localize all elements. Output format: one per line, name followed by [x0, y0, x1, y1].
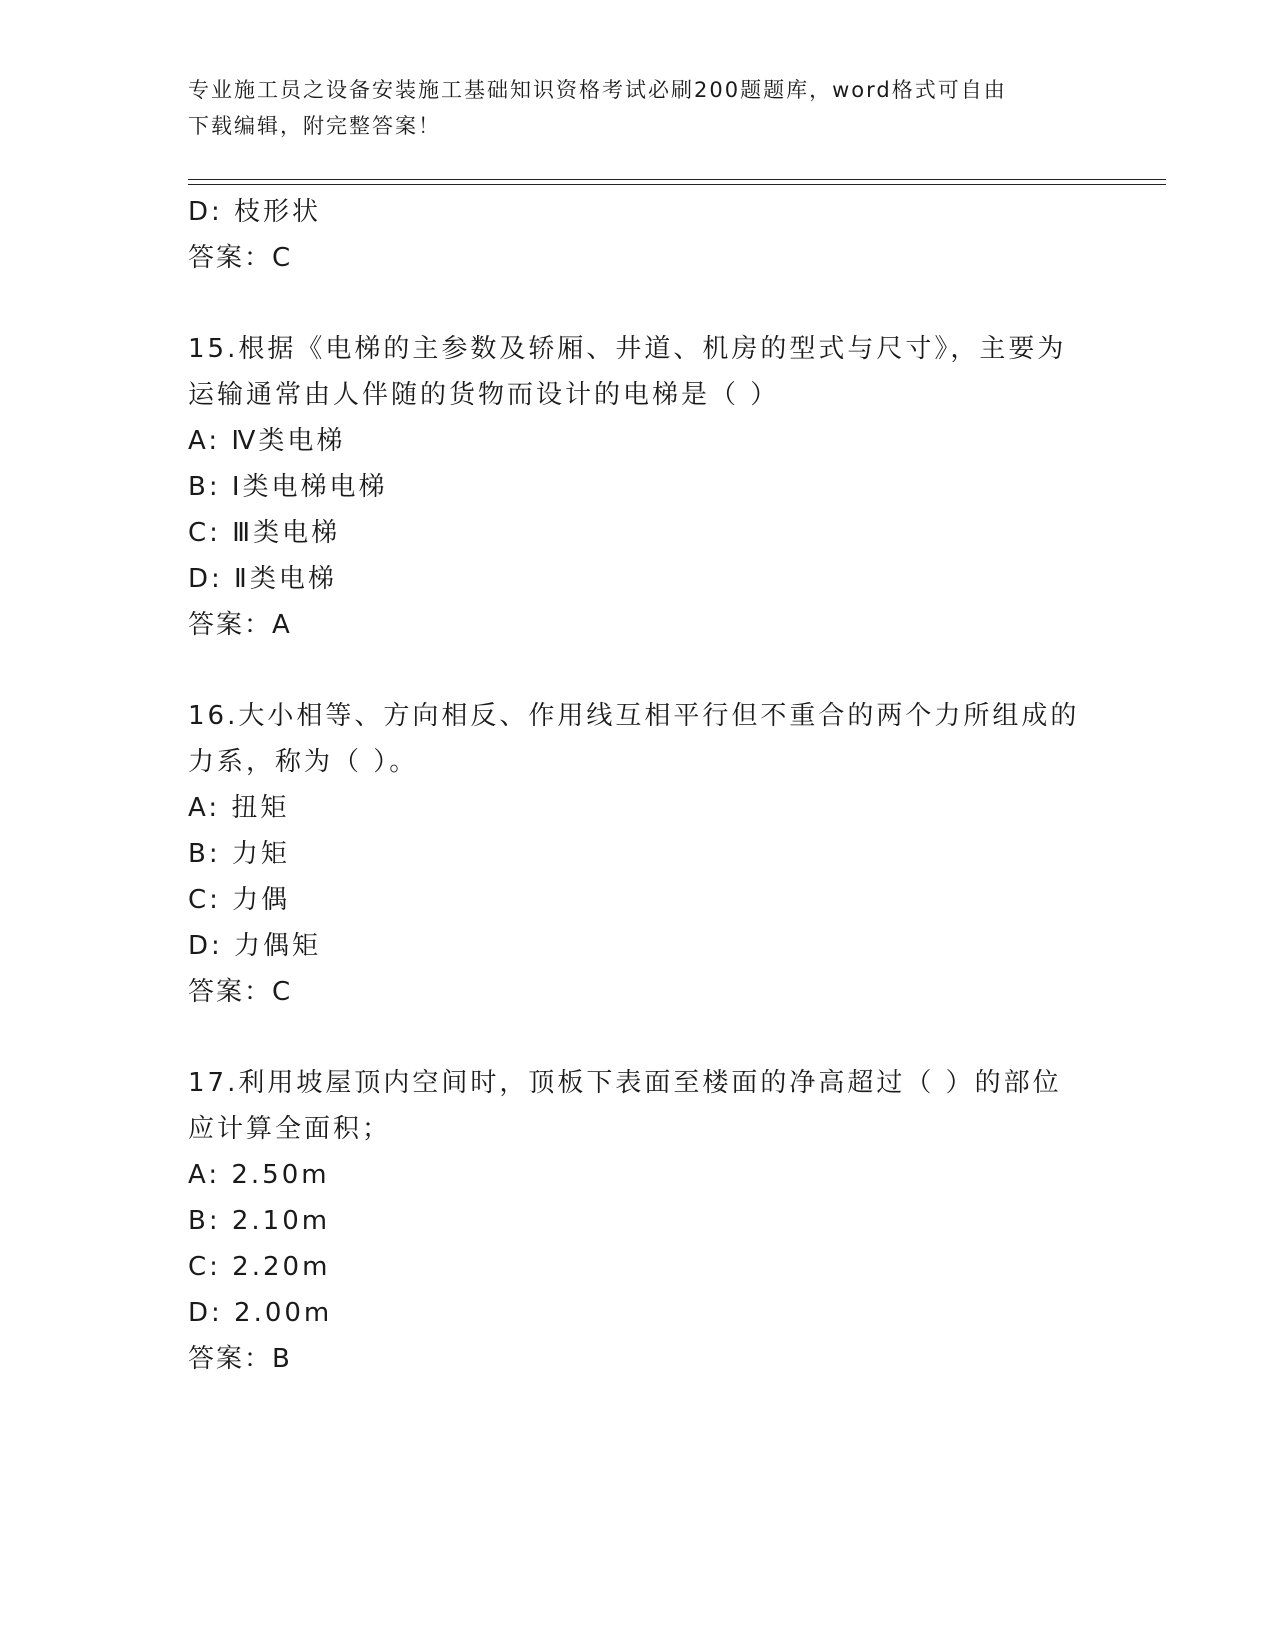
prev-option-d: D: 枝形状	[188, 197, 322, 227]
header-divider-bottom	[188, 184, 1166, 185]
option-b: B: 2.10m	[188, 1206, 331, 1236]
question-17	[188, 1060, 1088, 1382]
option-c: C: 2.20m	[188, 1252, 331, 1282]
option-d: D: 2.00m	[188, 1298, 333, 1328]
question-text-line-2: 力系，称为（ ）。	[188, 747, 419, 777]
header-line-1: 专业施工员之设备安装施工基础知识资格考试必刷200题题库，word格式可自由	[188, 78, 1007, 102]
spacer	[188, 281, 1088, 326]
option-c: C: Ⅲ类电梯	[188, 518, 341, 548]
option-c: C: 力偶	[188, 885, 291, 915]
spacer	[188, 1015, 1088, 1060]
question-15	[188, 326, 1088, 648]
answer: 答案：C	[188, 977, 293, 1007]
option-a: A: 扭矩	[188, 793, 290, 823]
option-b: B: 力矩	[188, 839, 290, 869]
prev-answer: 答案：C	[188, 243, 293, 273]
option-d: D: 力偶矩	[188, 931, 322, 961]
option-a: A: Ⅳ类电梯	[188, 426, 346, 456]
answer: 答案：B	[188, 1344, 292, 1374]
question-text-line-1: 15.根据《电梯的主参数及轿厢、井道、机房的型式与尺寸》，主要为	[188, 334, 1067, 364]
spacer	[188, 648, 1088, 693]
header-line-2: 下载编辑，附完整答案！	[188, 114, 441, 138]
answer: 答案：A	[188, 610, 292, 640]
document-header	[188, 72, 1088, 144]
question-text-line-1: 17.利用坡屋顶内空间时，顶板下表面至楼面的净高超过（ ）的部位	[188, 1068, 1062, 1098]
option-b: B: Ⅰ类电梯电梯	[188, 472, 388, 502]
question-16	[188, 693, 1088, 1015]
header-divider-top	[188, 179, 1166, 180]
question-text-line-2: 应计算全面积；	[188, 1114, 392, 1144]
question-text-line-2: 运输通常由人伴随的货物而设计的电梯是（ ）	[188, 380, 780, 410]
option-d: D: Ⅱ类电梯	[188, 564, 337, 594]
option-a: A: 2.50m	[188, 1160, 330, 1190]
question-text-line-1: 16.大小相等、方向相反、作用线互相平行但不重合的两个力所组成的	[188, 701, 1080, 731]
question-list	[188, 189, 1088, 1382]
